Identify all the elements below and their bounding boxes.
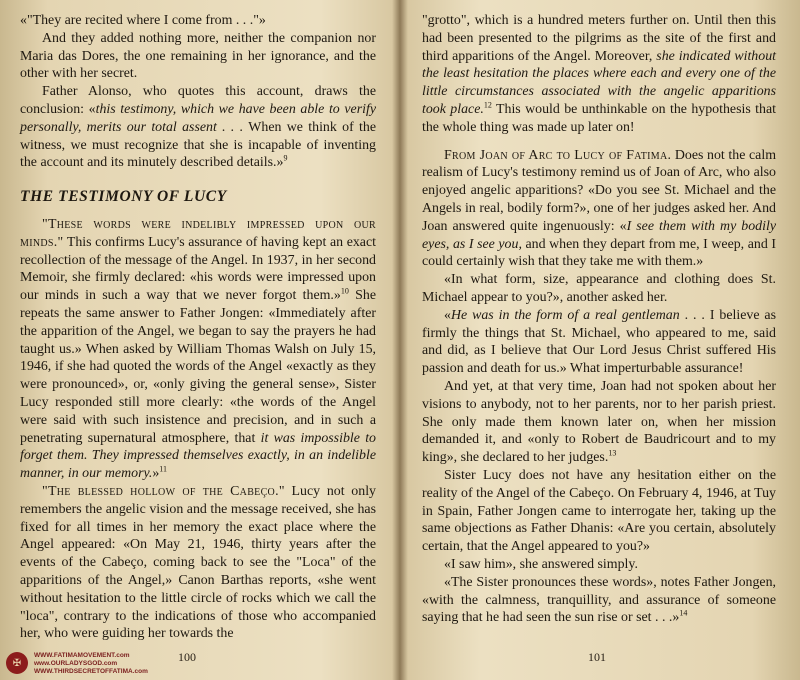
text-run: Lucy not only remembers the angelic vision and the message received, she has fixed for all times in her memory the exact place where the Angel appeared: «On May 21, 1946, thirty years after the events of the Cabeço, coming back to see the "Loca" of the apparitions of the Angel,» Canon Barthas reports, «she went without hesitation to the little circle of rocks which we call the "loca", contrary to the indications of those who accompanied her, who were guiding her towards the	[20, 483, 377, 642]
text-run: This would be unthinkable on the hypothesis that the whole thing was made up later on!	[422, 101, 776, 135]
italic-run: this testimony, which we have been able to verify personally, merits our total assent . . .	[20, 101, 376, 135]
text-run: and when they depart from me, I weep, and I could certainly wish that they take me with them.»	[422, 236, 776, 270]
paragraph: «"They are recited where I come from . . ."»	[20, 13, 266, 28]
paragraph: «I saw him», she answered simply.	[444, 556, 638, 572]
footnote-ref: 10	[340, 286, 349, 296]
text-run: «The Sister pronounces these words», notes Father Jongen, «with the calmness, tranquillity, and assurance of someone saying that he had seen the sun rise or set . . .»	[422, 574, 776, 626]
italic-run: He was in the form of a real gentleman	[450, 307, 680, 323]
italic-run: I see them with my bodily eyes, as I see you,	[422, 218, 776, 252]
right-page	[422, 12, 776, 627]
watermark-url: WWW.THIRDSECRETOFFATIMA.com	[34, 668, 148, 675]
text-run: This confirms Lucy's assurance of having kept an exact recollection of the message of the Angel. In 1937, in her second Memoir, she firmly declared: «his words were impressed upon our minds in such a way that we never forgot them.»	[20, 234, 376, 304]
smallcaps-run: "These words were indelibly impressed upon our minds."	[20, 216, 376, 250]
paragraph	[20, 483, 376, 643]
shield-logo-icon: ✠	[6, 652, 28, 674]
paragraph	[422, 12, 776, 137]
section-heading: THE TESTIMONY OF LUCY	[20, 188, 227, 206]
watermark-url: WWW.FATIMAMOVEMENT.com	[34, 652, 130, 659]
text-run: . . . I believe as firmly the things that St. Michael, who appeared to me, said and did, as I believe that Our Lord Jesus Christ suffered His passion and death for us.» What imperturbable assurance!	[422, 307, 776, 377]
text-run: »	[152, 466, 160, 482]
paragraph: Sister Lucy does not have any hesitation either on the reality of the Angel of the Cabeço. On February 4, 1946, at Tuy in Spain, Father Jongen came to interrogate her, taking up the same objections as Father Dhanis: «Are you certain, absolutely certain, that the Angel appeared to you?»	[422, 467, 776, 555]
text-run: She repeats the same answer to Father Jongen: «Immediately after the apparition of the Angel, we began to say the prayers he had taught us.» When asked by William Thomas Walsh on July 15, 1946, if she had quoted the words of the Angel «exactly as they were pronounced», or, «only giving the general sense», Sister Lucy responded still more clearly: «the words of the Angel were said with such insistence and precision, and in such a penetrating supernatural atmosphere, that	[20, 288, 376, 446]
italic-run: it was impossible to forget them. They impressed themselves exactly, in an indelible manner, in our memory.	[20, 430, 376, 482]
paragraph	[422, 307, 776, 378]
smallcaps-run: From Joan of Arc to Lucy of Fatima.	[444, 147, 672, 163]
page-number-left: 100	[178, 650, 196, 664]
left-page	[20, 12, 376, 643]
footnote-ref: 13	[608, 448, 617, 458]
watermark-urls	[34, 652, 148, 676]
paragraph	[20, 216, 376, 483]
watermark-url: www.OURLADYSGOD.com	[34, 660, 118, 667]
italic-run: she indicated without the least hesitation the places where each and every one of the little circumstances associated with the angelic apparitions took place.	[422, 48, 776, 117]
text-run: And yet, at that very time, Joan had not spoken about her visions to anybody, not to her parents, nor to her parish priest. She only made them known later on, when her mission demanded it, and «only to Robert de Baudricourt and to my king», she declared to her judges.	[422, 378, 776, 466]
footnote-ref: 11	[159, 464, 167, 474]
paragraph	[422, 378, 776, 467]
page-number-right: 101	[588, 650, 606, 664]
footnote-ref: 12	[483, 100, 492, 110]
text-run: "grotto", which is a hundred meters further on. Until then this had been presented to the pilgrims as the site of the first and third apparitions of the Angel. Moreover,	[422, 13, 776, 64]
footnote-ref: 14	[679, 608, 688, 618]
text-run: Father Alonso, who quotes this account, draws the conclusion: «	[20, 84, 376, 117]
paragraph: And they added nothing more, neither the companion nor Maria das Dores, the one remaining in her ignorance, and the other with her secret.	[20, 30, 376, 82]
text-run: When we think of the witness, we must recognize that she is incapable of inventing the account and its minutely described details.»	[20, 119, 376, 171]
paragraph	[422, 574, 776, 627]
paragraph: «In what form, size, appearance and clothing does St. Michael appear to you?», another asked her.	[422, 272, 776, 305]
watermark-footer	[6, 652, 148, 676]
paragraph	[422, 147, 776, 272]
text-run: Does not the calm realism of Lucy's testimony remind us of Joan of Arc, who also enjoyed angelic apparitions? «Do you see St. Michael and the Angels in real, bodily form?», one of her judges asked her. And Joan answered quite ingenuously: «	[422, 147, 776, 234]
text-run: «	[444, 307, 451, 323]
footnote-ref: 9	[283, 153, 288, 163]
paragraph	[20, 83, 376, 172]
smallcaps-run: "The blessed hollow of the Cabeço."	[42, 483, 285, 499]
